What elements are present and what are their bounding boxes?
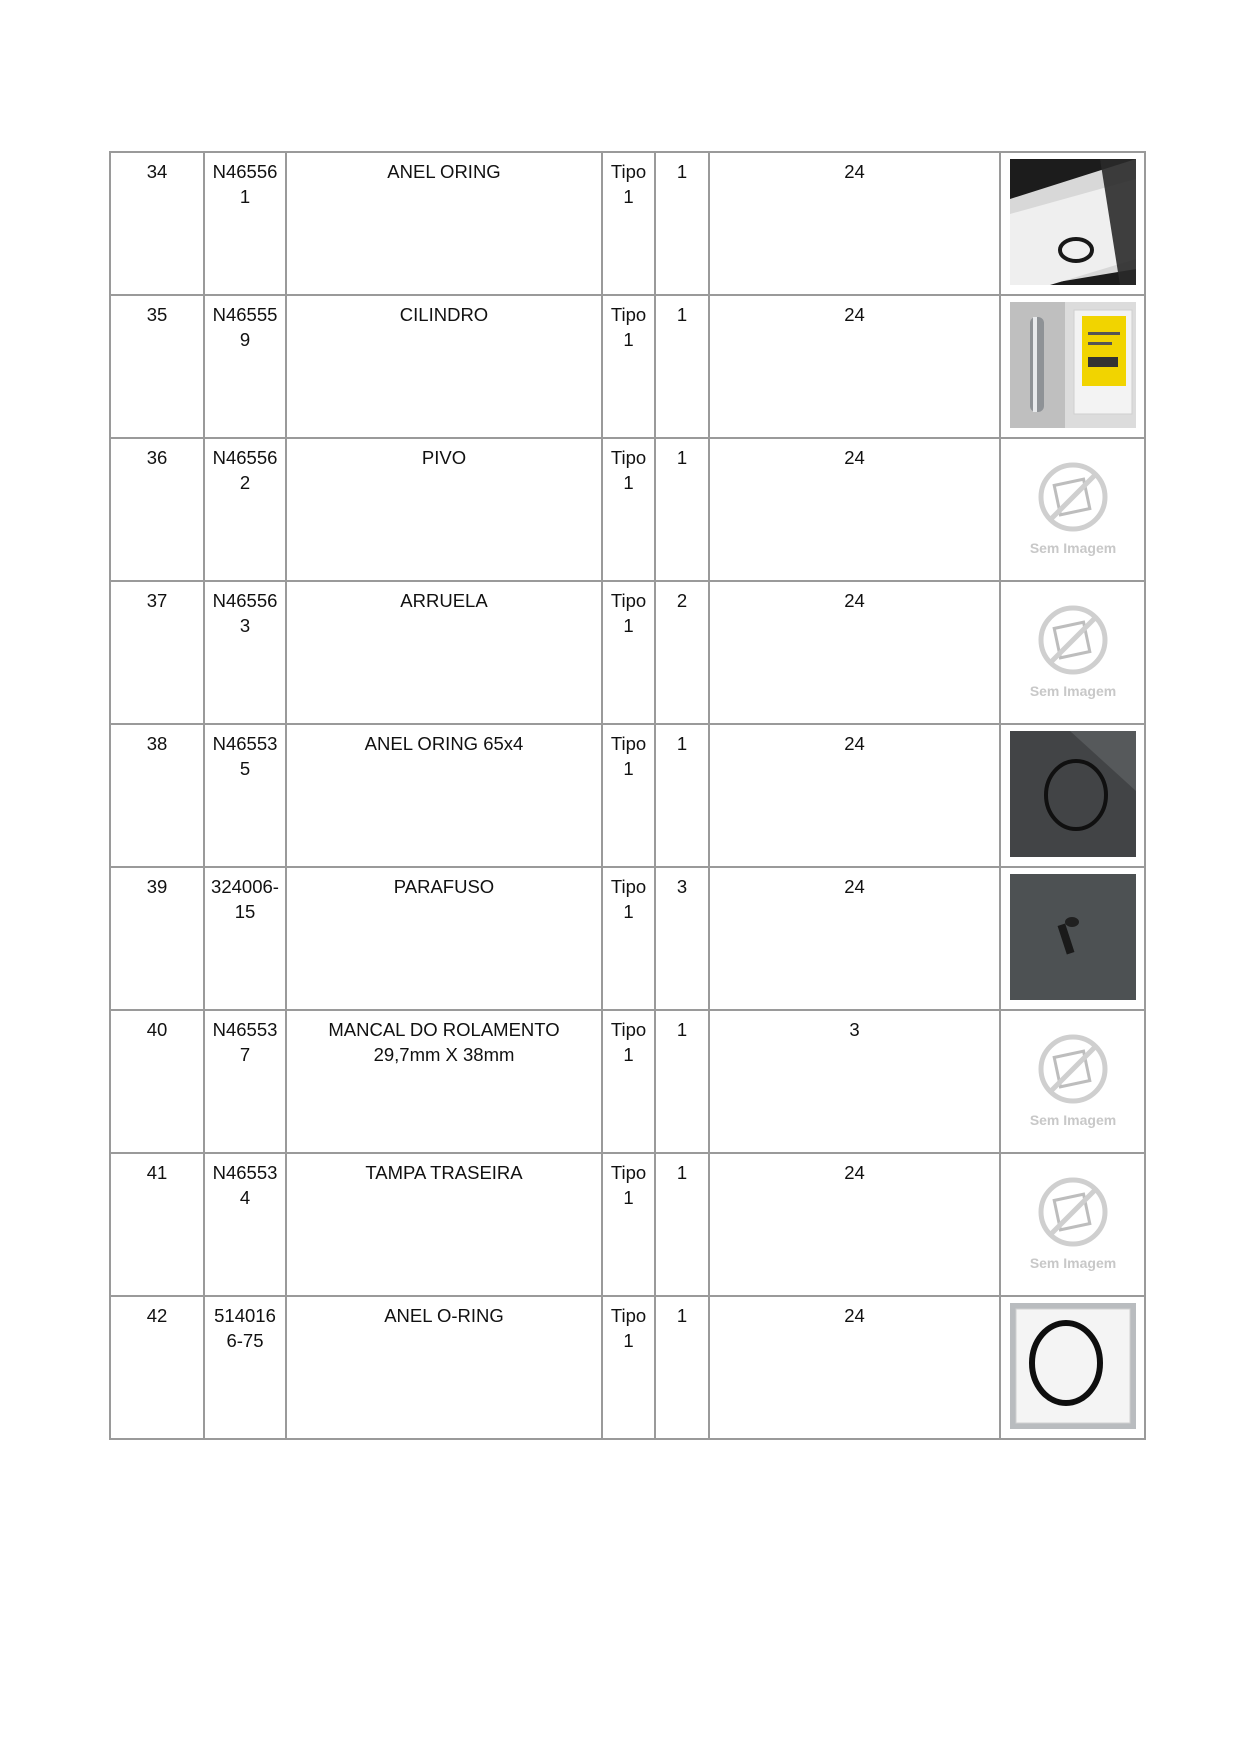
part-type: Tipo 1 [602, 1010, 655, 1153]
part-image-cell [1000, 295, 1145, 438]
part-image-cell [1000, 1296, 1145, 1439]
part-value: 24 [709, 724, 1000, 867]
part-code: N46556 3 [204, 581, 286, 724]
item-number: 36 [110, 438, 204, 581]
table-row [110, 1296, 1145, 1439]
part-value: 24 [709, 438, 1000, 581]
part-type: Tipo 1 [602, 438, 655, 581]
part-quantity: 1 [655, 724, 709, 867]
part-quantity: 1 [655, 152, 709, 295]
part-image-cell [1000, 1010, 1145, 1153]
item-number: 42 [110, 1296, 204, 1439]
table-row [110, 438, 1145, 581]
part-value: 24 [709, 581, 1000, 724]
part-code: N46556 2 [204, 438, 286, 581]
part-description: ANEL ORING [286, 152, 602, 295]
no-image-icon [1010, 588, 1136, 714]
table-row [110, 1153, 1145, 1296]
part-image-cell [1000, 867, 1145, 1010]
table-row [110, 724, 1145, 867]
part-description: CILINDRO [286, 295, 602, 438]
part-value: 24 [709, 295, 1000, 438]
part-quantity: 1 [655, 438, 709, 581]
item-number: 41 [110, 1153, 204, 1296]
item-number: 35 [110, 295, 204, 438]
part-code: N46555 9 [204, 295, 286, 438]
table-row [110, 1010, 1145, 1153]
parts-table-body [110, 152, 1145, 1439]
part-value: 3 [709, 1010, 1000, 1153]
part-code: 324006- 15 [204, 867, 286, 1010]
part-type: Tipo 1 [602, 1296, 655, 1439]
part-image-cell [1000, 152, 1145, 295]
oring-small-photo [1010, 159, 1136, 285]
part-code: 514016 6-75 [204, 1296, 286, 1439]
screw-photo [1010, 874, 1136, 1000]
part-description: PIVO [286, 438, 602, 581]
part-description: TAMPA TRASEIRA [286, 1153, 602, 1296]
item-number: 37 [110, 581, 204, 724]
table-row [110, 867, 1145, 1010]
no-image-label: Sem Imagem [1029, 1112, 1116, 1128]
item-number: 40 [110, 1010, 204, 1153]
part-image-cell [1000, 724, 1145, 867]
part-description: ARRUELA [286, 581, 602, 724]
parts-table [109, 151, 1146, 1440]
part-quantity: 3 [655, 867, 709, 1010]
no-image-icon [1010, 1017, 1136, 1143]
no-image-icon [1010, 445, 1136, 571]
item-number: 38 [110, 724, 204, 867]
part-value: 24 [709, 1153, 1000, 1296]
oring-large-photo [1010, 731, 1136, 857]
part-image-cell [1000, 1153, 1145, 1296]
oring-bag-photo [1010, 1303, 1136, 1429]
part-image-cell [1000, 581, 1145, 724]
part-type: Tipo 1 [602, 724, 655, 867]
cylinder-photo [1010, 302, 1136, 428]
item-number: 34 [110, 152, 204, 295]
part-code: N46553 4 [204, 1153, 286, 1296]
no-image-label: Sem Imagem [1029, 1255, 1116, 1271]
part-quantity: 1 [655, 1010, 709, 1153]
part-value: 24 [709, 1296, 1000, 1439]
part-value: 24 [709, 867, 1000, 1010]
part-code: N46553 5 [204, 724, 286, 867]
table-row [110, 152, 1145, 295]
item-number: 39 [110, 867, 204, 1010]
part-description: PARAFUSO [286, 867, 602, 1010]
part-description: MANCAL DO ROLAMENTO 29,7mm X 38mm [286, 1010, 602, 1153]
part-quantity: 1 [655, 1296, 709, 1439]
no-image-icon [1010, 1160, 1136, 1286]
part-image-cell [1000, 438, 1145, 581]
part-value: 24 [709, 152, 1000, 295]
part-quantity: 1 [655, 1153, 709, 1296]
part-code: N46553 7 [204, 1010, 286, 1153]
part-quantity: 1 [655, 295, 709, 438]
part-type: Tipo 1 [602, 867, 655, 1010]
part-description: ANEL ORING 65x4 [286, 724, 602, 867]
part-description: ANEL O-RING [286, 1296, 602, 1439]
table-row [110, 295, 1145, 438]
part-type: Tipo 1 [602, 152, 655, 295]
no-image-label: Sem Imagem [1029, 683, 1116, 699]
part-type: Tipo 1 [602, 295, 655, 438]
table-row [110, 581, 1145, 724]
part-type: Tipo 1 [602, 1153, 655, 1296]
part-quantity: 2 [655, 581, 709, 724]
no-image-label: Sem Imagem [1029, 540, 1116, 556]
part-type: Tipo 1 [602, 581, 655, 724]
part-code: N46556 1 [204, 152, 286, 295]
